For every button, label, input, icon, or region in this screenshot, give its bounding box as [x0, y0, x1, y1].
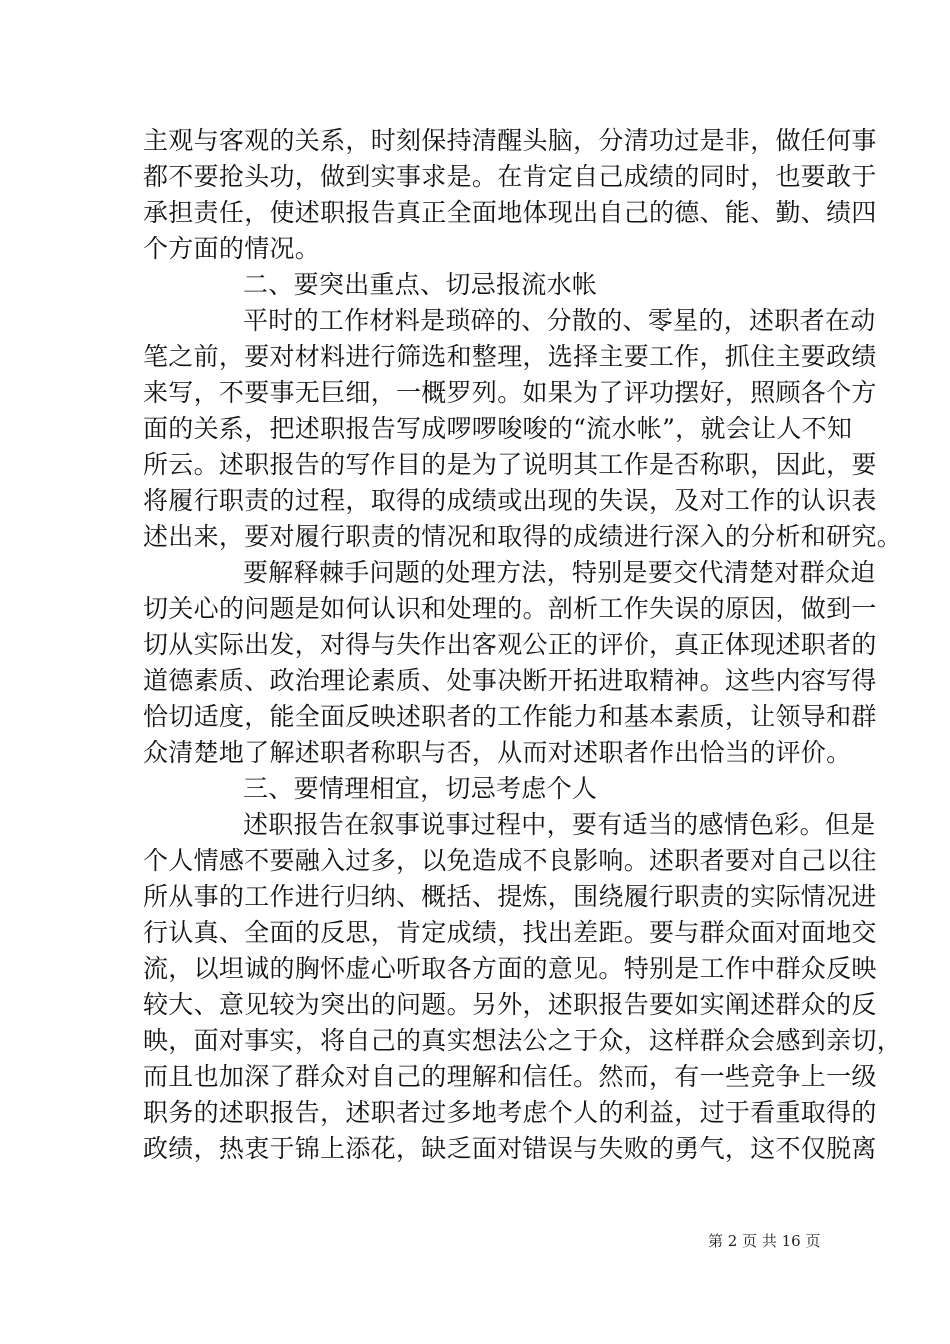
text-line: 恰切适度，能全面反映述职者的工作能力和基本素质，让领导和群 — [143, 702, 877, 731]
text-line: 个人情感不要融入过多，以免造成不良影响。述职者要对自己以往 — [143, 846, 877, 875]
section-heading-2: 二、要突出重点、切忌报流水帐 — [243, 270, 598, 299]
paragraph-start: 平时的工作材料是琐碎的、分散的、零星的，述职者在动 — [243, 306, 876, 335]
text-line: 笔之前，要对材料进行筛选和整理，选择主要工作，抓住主要政绩 — [143, 342, 877, 371]
text-line: 切关心的问题是如何认识和处理的。剖析工作失误的原因，做到一 — [143, 594, 877, 623]
text-line: 众清楚地了解述职者称职与否，从而对述职者作出恰当的评价。 — [143, 738, 852, 767]
text-line: 政绩，热衷于锦上添花，缺乏面对错误与失败的勇气，这不仅脱离 — [143, 1134, 877, 1163]
text-line: 面的关系，把述职报告写成啰啰唆唆的“流水帐”，就会让人不知 — [143, 414, 853, 443]
text-line: 职务的述职报告，述职者过多地考虑个人的利益，过于看重取得的 — [143, 1098, 877, 1127]
text-line: 而且也加深了群众对自己的理解和信任。然而，有一些竞争上一级 — [143, 1062, 877, 1091]
text-line: 映，面对事实，将自己的真实想法公之于众，这样群众会感到亲切， — [143, 1026, 903, 1055]
text-line: 行认真、全面的反思，肯定成绩，找出差距。要与群众面对面地交 — [143, 918, 877, 947]
text-line: 所从事的工作进行归纳、概括、提炼，围绕履行职责的实际情况进 — [143, 882, 877, 911]
text-line: 较大、意见较为突出的问题。另外，述职报告要如实阐述群众的反 — [143, 990, 877, 1019]
text-line: 承担责任，使述职报告真正全面地体现出自己的德、能、勤、绩四 — [143, 198, 877, 227]
paragraph-start: 要解释棘手问题的处理方法，特别是要交代清楚对群众迫 — [243, 558, 876, 587]
text-line: 将履行职责的过程，取得的成绩或出现的失误，及对工作的认识表 — [143, 486, 877, 515]
text-line: 述出来，要对履行职责的情况和取得的成绩进行深入的分析和研究。 — [143, 522, 903, 551]
paragraph-start: 述职报告在叙事说事过程中，要有适当的感情色彩。但是 — [243, 810, 876, 839]
text-line: 流，以坦诚的胸怀虚心听取各方面的意见。特别是工作中群众反映 — [143, 954, 877, 983]
text-line: 来写，不要事无巨细，一概罗列。如果为了评功摆好，照顾各个方 — [143, 378, 877, 407]
text-line: 个方面的情况。 — [143, 234, 321, 263]
text-line: 主观与客观的关系，时刻保持清醒头脑，分清功过是非，做任何事 — [143, 126, 877, 155]
page-number-footer: 第 2 页 共 16 页 — [708, 1232, 821, 1250]
text-line: 道德素质、政治理论素质、处事决断开拓进取精神。这些内容写得 — [143, 666, 877, 695]
text-line: 都不要抢头功，做到实事求是。在肯定自己成绩的同时，也要敢于 — [143, 162, 877, 191]
text-line: 切从实际出发，对得与失作出客观公正的评价，真正体现述职者的 — [143, 630, 877, 659]
text-line: 所云。述职报告的写作目的是为了说明其工作是否称职，因此，要 — [143, 450, 877, 479]
section-heading-3: 三、要情理相宜，切忌考虑个人 — [243, 774, 598, 803]
